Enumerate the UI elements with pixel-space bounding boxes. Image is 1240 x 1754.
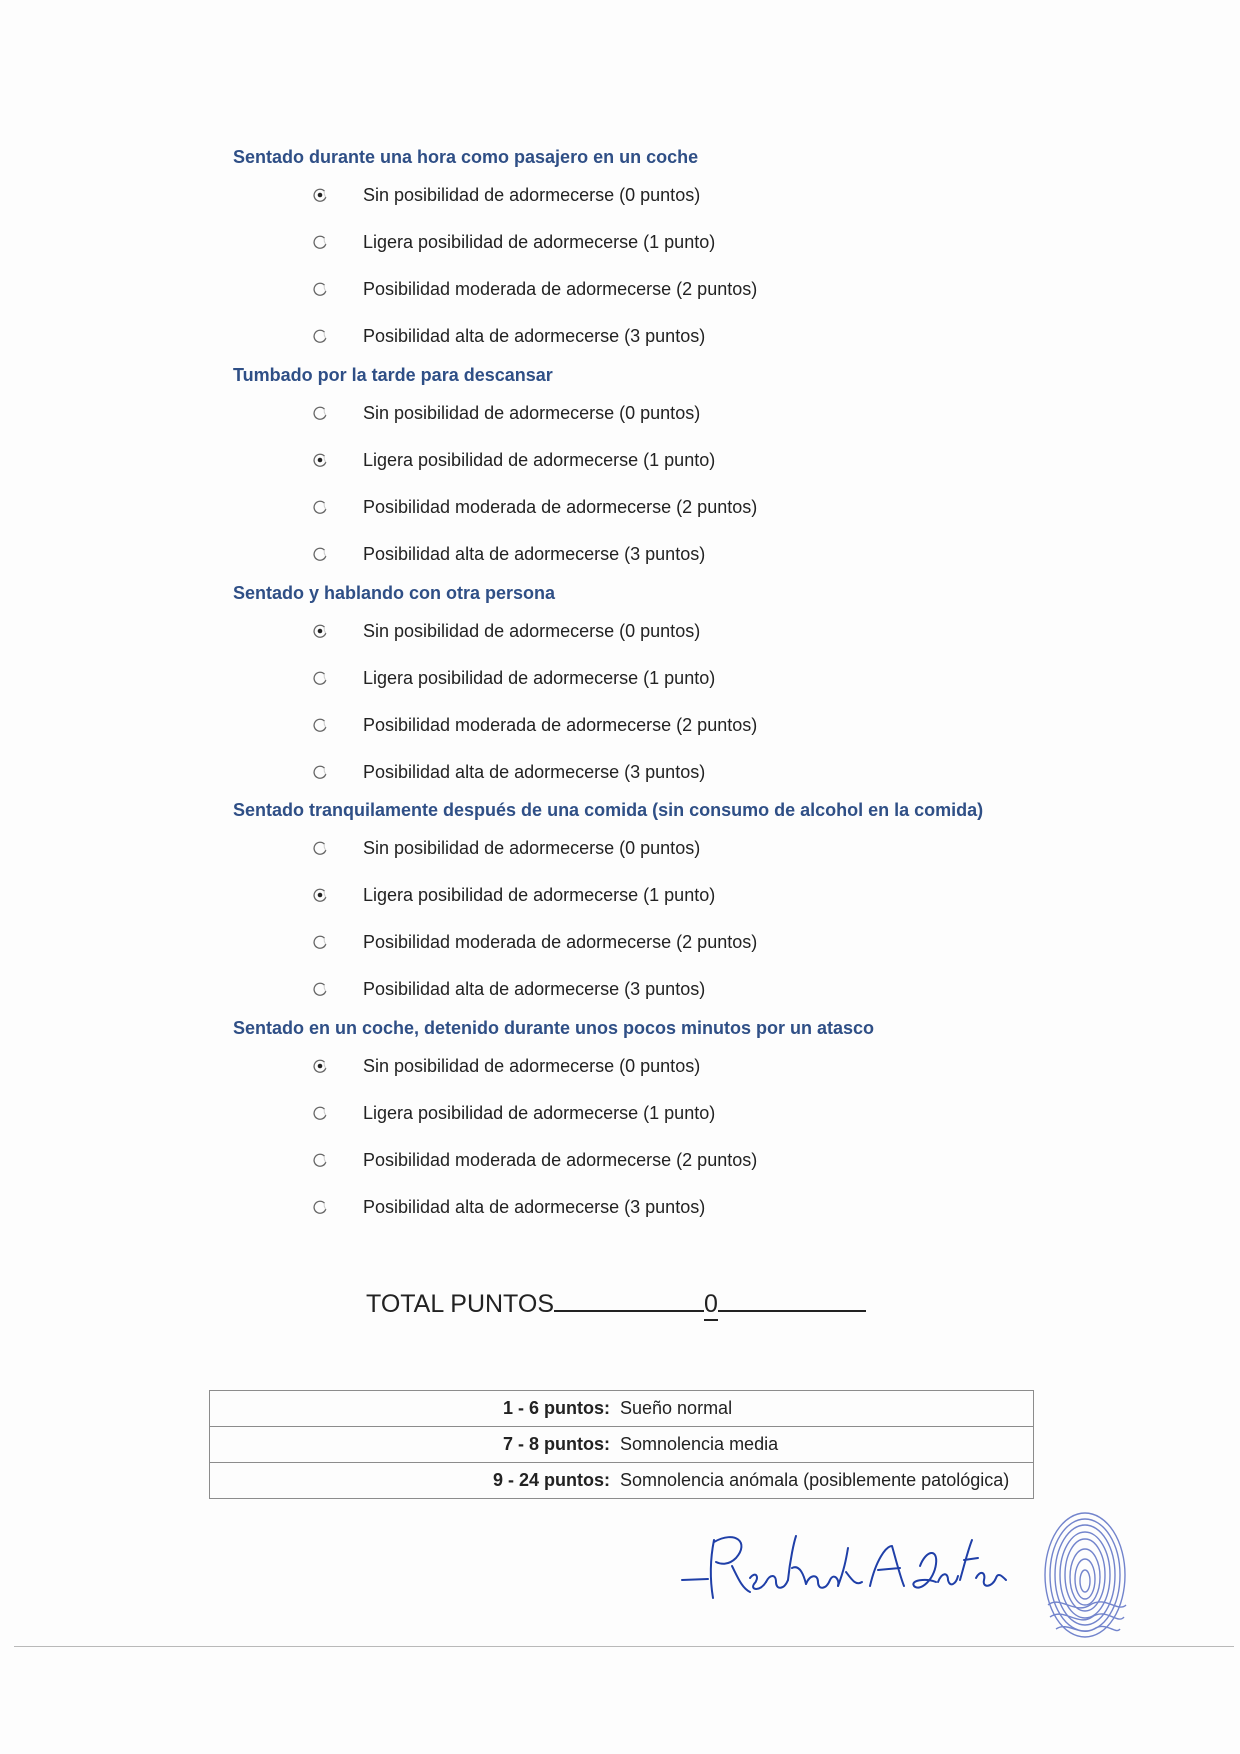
radio-button-selected[interactable]	[313, 453, 327, 467]
radio-button[interactable]	[313, 282, 327, 296]
option-row[interactable]	[233, 754, 1133, 801]
option-row[interactable]	[233, 1142, 1133, 1189]
option-row[interactable]	[233, 395, 1133, 442]
question-title: Sentado tranquilamente después de una comida (sin consumo de alcohol en la comida)	[233, 800, 984, 820]
option-label: Ligera posibilidad de adormecerse (1 punto)	[363, 232, 716, 252]
radio-button[interactable]	[313, 547, 327, 561]
radio-button[interactable]	[313, 718, 327, 732]
radio-button-selected[interactable]	[313, 1059, 327, 1073]
option-row[interactable]	[233, 830, 1133, 877]
score-range: 9 - 24 puntos:	[492, 1470, 610, 1490]
option-row[interactable]	[233, 1095, 1133, 1142]
option-label: Posibilidad moderada de adormecerse (2 puntos)	[363, 497, 758, 517]
radio-button[interactable]	[313, 500, 327, 514]
question-4	[233, 797, 1133, 1018]
question-title: Sentado y hablando con otra persona	[233, 583, 556, 603]
score-legend-table	[209, 1390, 1034, 1499]
radio-button[interactable]	[313, 935, 327, 949]
radio-button[interactable]	[313, 1153, 327, 1167]
option-label: Sin posibilidad de adormecerse (0 puntos)	[363, 1056, 701, 1076]
option-row[interactable]	[233, 271, 1133, 318]
option-label: Sin posibilidad de adormecerse (0 puntos)	[363, 185, 701, 205]
option-row[interactable]	[233, 877, 1133, 924]
option-row[interactable]	[233, 707, 1133, 754]
option-label: Posibilidad alta de adormecerse (3 puntos)	[363, 544, 706, 564]
question-2	[233, 362, 1133, 583]
radio-button[interactable]	[313, 982, 327, 996]
option-row[interactable]	[233, 924, 1133, 971]
option-label: Posibilidad alta de adormecerse (3 puntos)	[363, 762, 706, 782]
option-label: Posibilidad moderada de adormecerse (2 puntos)	[363, 932, 758, 952]
fingerprint-image	[1040, 1505, 1130, 1645]
option-label: Posibilidad moderada de adormecerse (2 puntos)	[363, 279, 758, 299]
option-row[interactable]	[233, 224, 1133, 271]
question-3	[233, 580, 1133, 801]
radio-button[interactable]	[313, 765, 327, 779]
radio-button[interactable]	[313, 1200, 327, 1214]
radio-button[interactable]	[313, 329, 327, 343]
option-row[interactable]	[233, 177, 1133, 224]
option-row[interactable]	[233, 660, 1133, 707]
total-label: TOTAL PUNTOS	[366, 1290, 555, 1318]
radio-button[interactable]	[313, 235, 327, 249]
total-points	[366, 1284, 866, 1321]
option-row[interactable]	[233, 1048, 1133, 1095]
option-label: Sin posibilidad de adormecerse (0 puntos)	[363, 621, 701, 641]
option-label: Ligera posibilidad de adormecerse (1 punto)	[363, 450, 716, 470]
option-label: Posibilidad alta de adormecerse (3 puntos)	[363, 979, 706, 999]
option-row[interactable]	[233, 613, 1133, 660]
option-label: Posibilidad moderada de adormecerse (2 puntos)	[363, 715, 758, 735]
radio-button[interactable]	[313, 841, 327, 855]
option-label: Posibilidad alta de adormecerse (3 puntos)	[363, 1197, 706, 1217]
option-row[interactable]	[233, 1189, 1133, 1236]
score-range: 1 - 6 puntos:	[503, 1398, 610, 1418]
option-row[interactable]	[233, 489, 1133, 536]
table-row	[210, 1463, 1034, 1499]
total-value: 0	[704, 1290, 718, 1321]
score-range: 7 - 8 puntos:	[503, 1434, 610, 1454]
handwritten-signature	[680, 1520, 1010, 1610]
total-underline	[554, 1284, 704, 1312]
score-description: Somnolencia anómala (posiblemente patológica)	[620, 1470, 1010, 1490]
radio-button-selected[interactable]	[313, 888, 327, 902]
option-label: Sin posibilidad de adormecerse (0 puntos)	[363, 403, 701, 423]
question-1	[233, 144, 1133, 365]
page-bottom-rule	[14, 1646, 1234, 1647]
radio-button-selected[interactable]	[313, 188, 327, 202]
option-row[interactable]	[233, 971, 1133, 1018]
question-title: Sentado en un coche, detenido durante unos pocos minutos por un atasco	[233, 1018, 875, 1038]
option-label: Sin posibilidad de adormecerse (0 puntos)	[363, 838, 701, 858]
option-label: Posibilidad moderada de adormecerse (2 puntos)	[363, 1150, 758, 1170]
option-row[interactable]	[233, 536, 1133, 583]
option-label: Ligera posibilidad de adormecerse (1 punto)	[363, 1103, 716, 1123]
total-underline	[718, 1284, 866, 1312]
question-title: Sentado durante una hora como pasajero en un coche	[233, 147, 699, 167]
score-description: Somnolencia media	[620, 1434, 779, 1454]
radio-button[interactable]	[313, 406, 327, 420]
option-row[interactable]	[233, 442, 1133, 489]
question-title: Tumbado por la tarde para descansar	[233, 365, 553, 385]
table-row	[210, 1427, 1034, 1463]
option-row[interactable]	[233, 318, 1133, 365]
table-row	[210, 1391, 1034, 1427]
radio-button[interactable]	[313, 1106, 327, 1120]
option-label: Ligera posibilidad de adormecerse (1 punto)	[363, 885, 716, 905]
radio-button[interactable]	[313, 671, 327, 685]
question-5	[233, 1015, 1133, 1236]
option-label: Ligera posibilidad de adormecerse (1 punto)	[363, 668, 716, 688]
radio-button-selected[interactable]	[313, 624, 327, 638]
option-label: Posibilidad alta de adormecerse (3 puntos)	[363, 326, 706, 346]
score-description: Sueño normal	[620, 1398, 733, 1418]
